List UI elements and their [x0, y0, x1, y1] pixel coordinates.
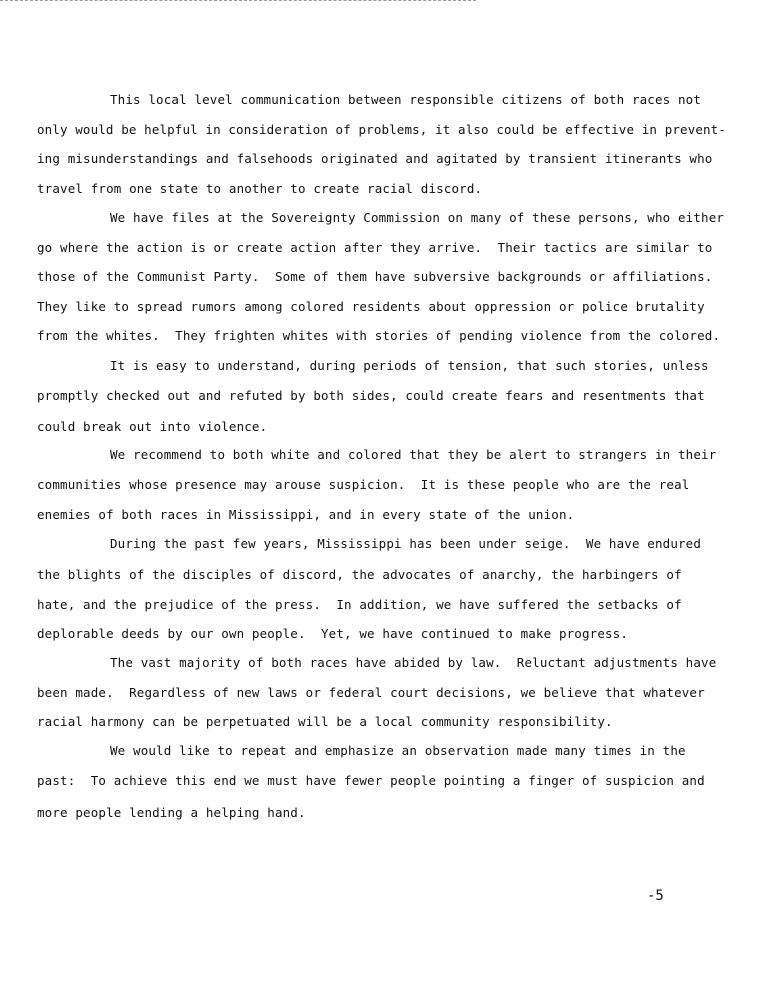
text-line: ing misunderstandings and falsehoods originated and agitated by transient itinerants who: [37, 151, 713, 166]
text-line: racial harmony can be perpetuated will be a local community responsibility.: [37, 714, 613, 729]
text-line: past: To achieve this end we must have fewer people pointing a finger of suspicion and: [37, 773, 705, 788]
text-line: During the past few years, Mississippi has been under seige. We have endured: [110, 536, 702, 551]
text-line: only would be helpful in consideration of problems, it also could be effective in prevent-: [37, 122, 726, 137]
text-line: deplorable deeds by our own people. Yet, we have continued to make progress.: [37, 626, 629, 641]
page-number: -5: [647, 888, 664, 904]
text-line: We would like to repeat and emphasize an observation made many times in the: [110, 743, 686, 758]
text-line: hate, and the prejudice of the press. In addition, we have suffered the setbacks of: [37, 597, 682, 612]
text-line: The vast majority of both races have abided by law. Reluctant adjustments have: [110, 655, 717, 670]
text-line: those of the Communist Party. Some of them have subversive backgrounds or affiliations.: [37, 269, 713, 284]
text-line: We recommend to both white and colored that they be alert to strangers in their: [110, 447, 717, 462]
text-line: travel from one state to another to create racial discord.: [37, 181, 483, 196]
text-line: communities whose presence may arouse suspicion. It is these people who are the real: [37, 477, 690, 492]
text-line: It is easy to understand, during periods of tension, that such stories, unless: [110, 358, 709, 373]
text-line: We have files at the Sovereignty Commission on many of these persons, who either: [110, 210, 725, 225]
text-line: more people lending a helping hand.: [37, 805, 306, 820]
text-line: This local level communication between responsible citizens of both races not: [110, 92, 702, 107]
top-dashed-rule: [0, 0, 476, 1]
text-line: go where the action is or create action after they arrive. Their tactics are similar to: [37, 240, 713, 255]
text-line: They like to spread rumors among colored residents about oppression or police brutality: [37, 299, 705, 314]
text-line: the blights of the disciples of discord, the advocates of anarchy, the harbingers of: [37, 567, 682, 582]
text-line: been made. Regardless of new laws or federal court decisions, we believe that whatever: [37, 685, 705, 700]
text-line: could break out into violence.: [37, 419, 268, 434]
text-line: from the whites. They frighten whites with stories of pending violence from the colored.: [37, 328, 721, 343]
text-line: promptly checked out and refuted by both sides, could create fears and resentments that: [37, 388, 705, 403]
text-line: enemies of both races in Mississippi, and in every state of the union.: [37, 507, 575, 522]
